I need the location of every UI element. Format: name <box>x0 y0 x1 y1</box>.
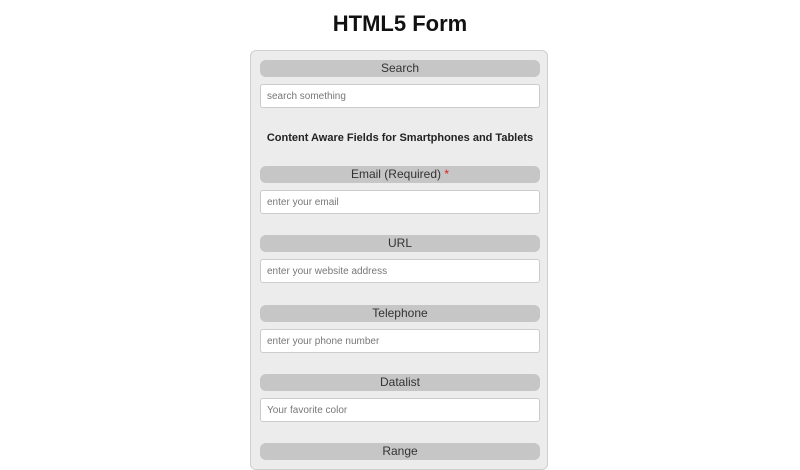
required-marker: * <box>444 167 450 181</box>
datalist-label: Datalist <box>260 374 540 391</box>
url-field[interactable] <box>260 259 540 283</box>
search-input[interactable] <box>260 84 540 108</box>
datalist-field[interactable] <box>260 398 540 422</box>
email-label-text: Email (Required) <box>350 167 441 181</box>
page-title: HTML5 Form <box>332 11 468 36</box>
range-label: Range <box>260 443 540 460</box>
telephone-label: Telephone <box>260 305 540 322</box>
url-label: URL <box>260 235 540 252</box>
email-field[interactable] <box>260 190 540 214</box>
search-label: Search <box>260 60 540 77</box>
telephone-field[interactable] <box>260 329 540 353</box>
email-label <box>260 166 540 183</box>
form-panel <box>250 50 548 470</box>
section-heading: Content Aware Fields for Smartphones and Tablets <box>266 132 534 144</box>
